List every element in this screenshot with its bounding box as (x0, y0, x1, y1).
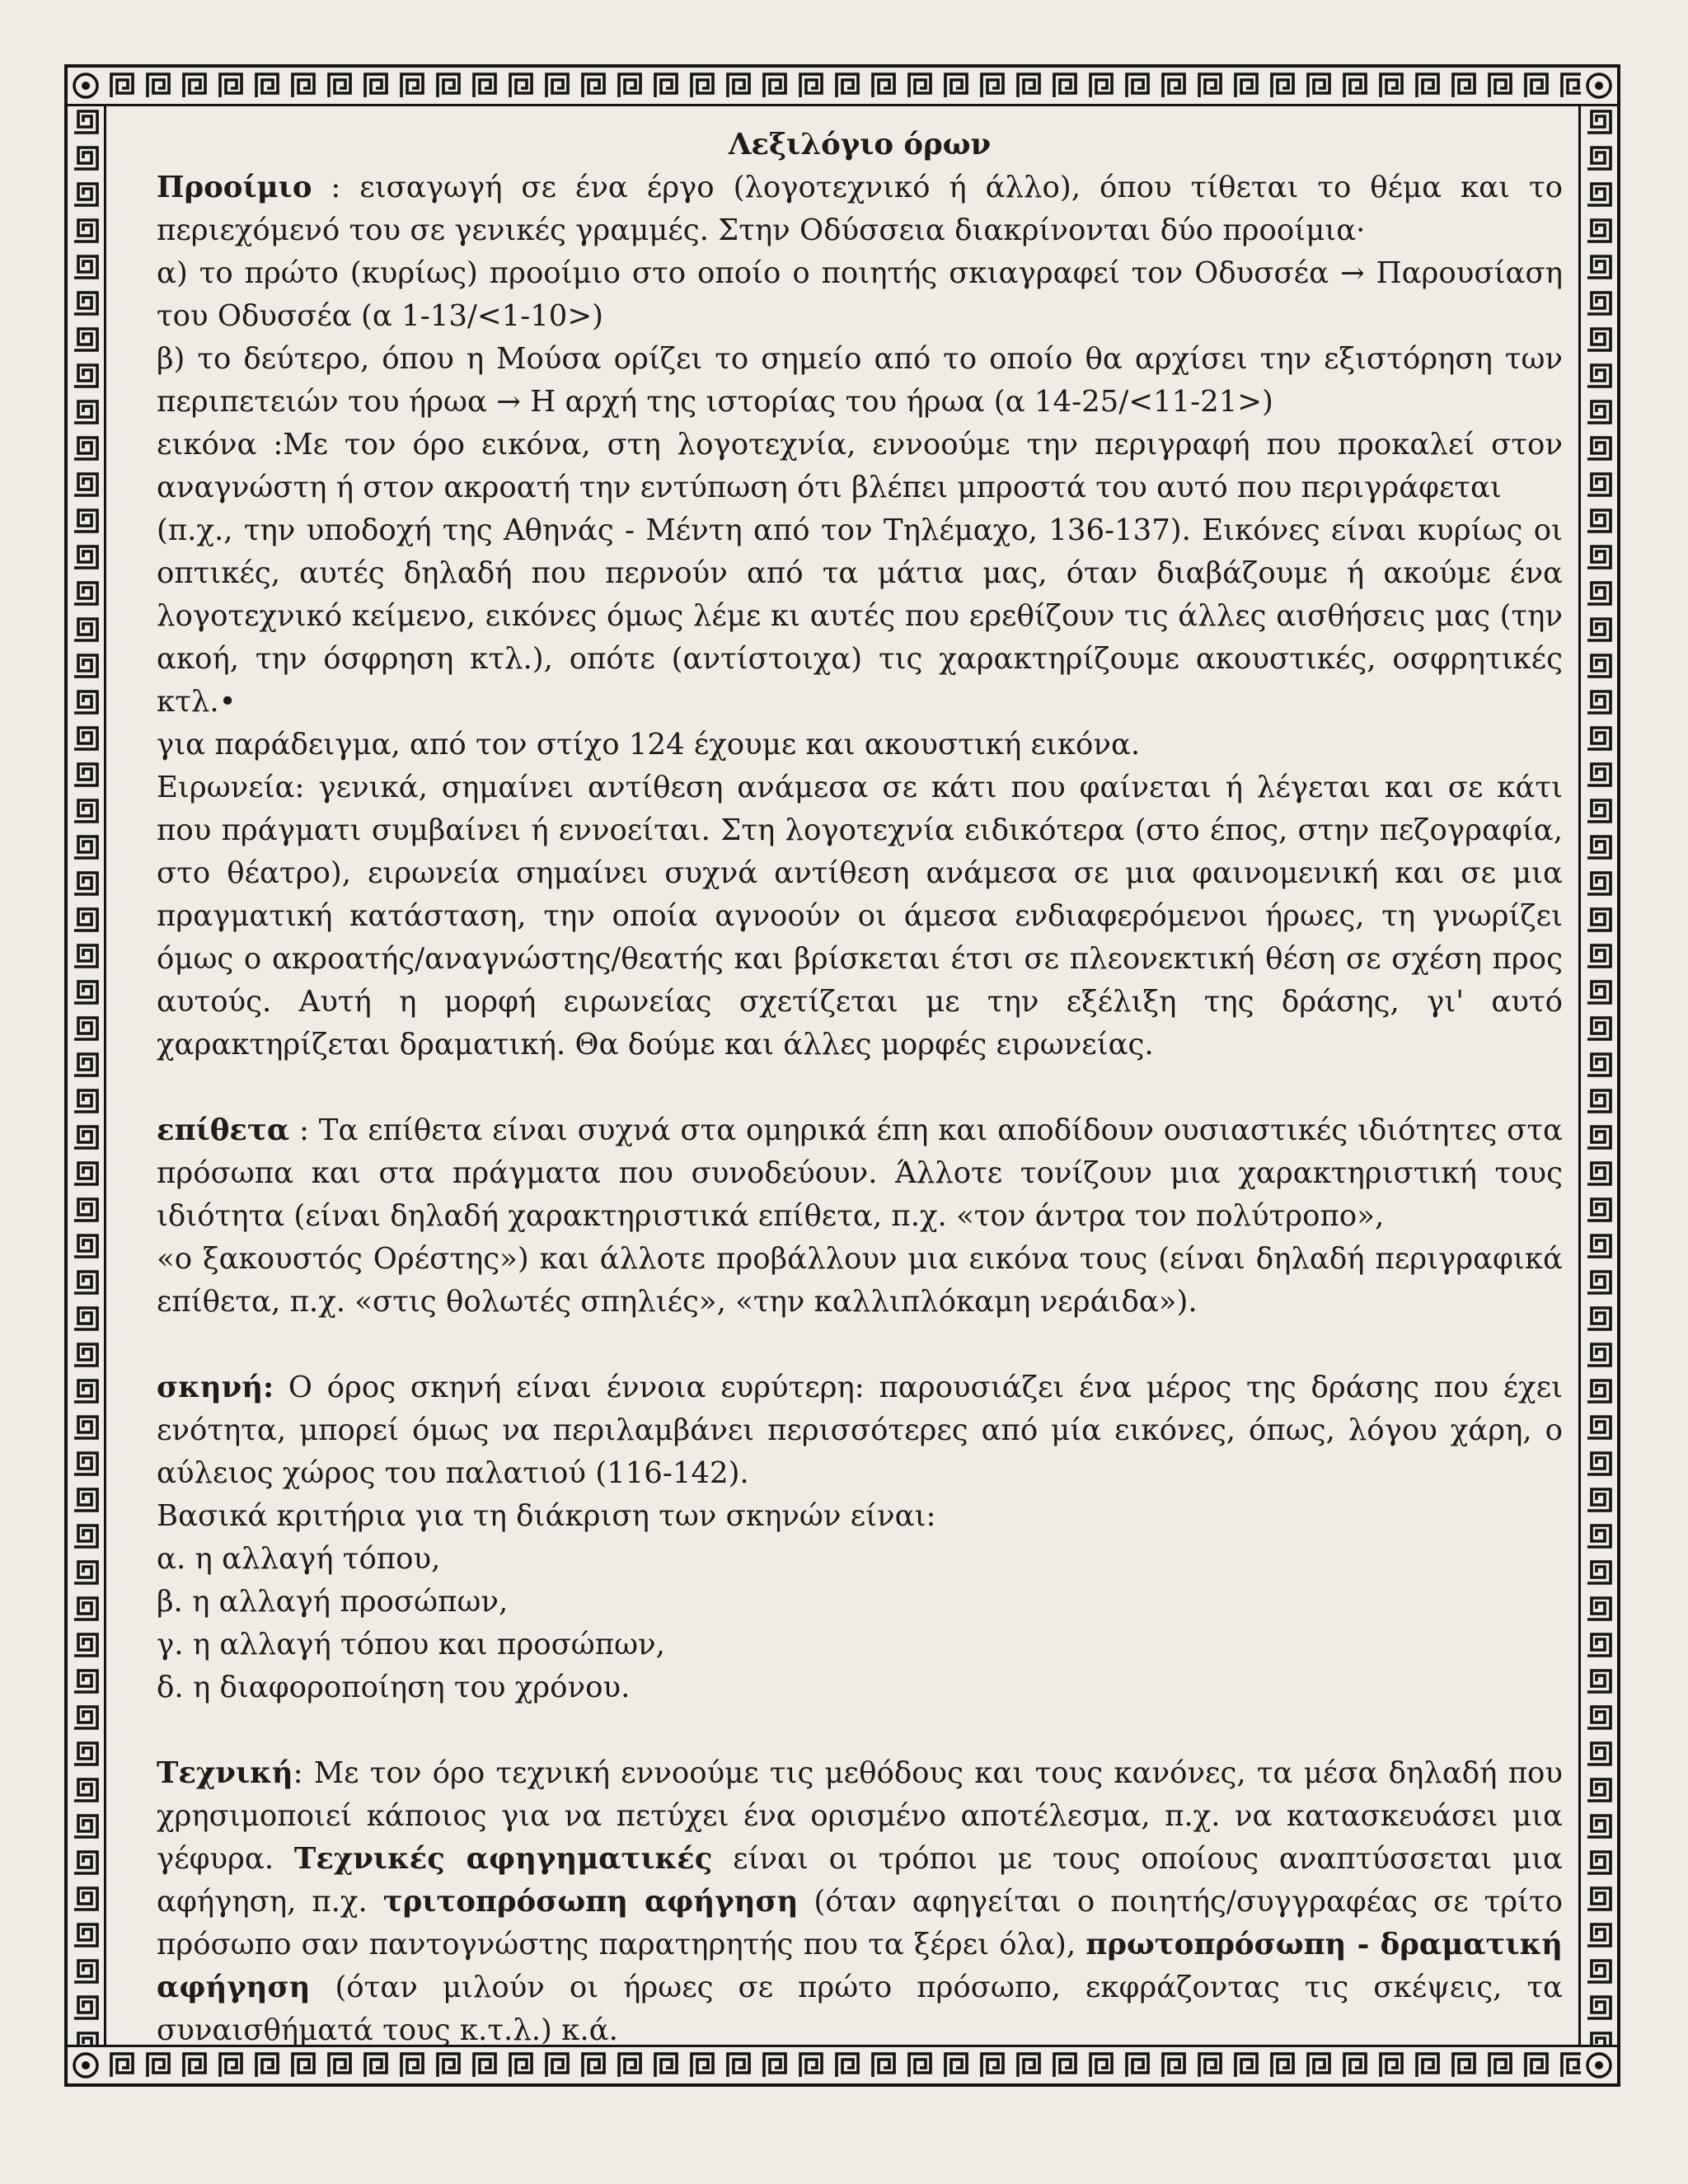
techniki-text: είναι οι τρόποι με τους οποίους αναπτύσσεται μια αφήγηση, π.χ. (157, 1842, 1563, 1919)
corner-rosette-icon (1581, 2047, 1617, 2083)
epitheta-definition: : Τα επίθετα είναι συχνά στα ομηρικά έπη και αποδίδουν ουσιαστικές ιδιότητες στα πρόσωπα και στα πράγματα που συνοδεύουν. Άλλοτε τονίζουν μια χαρακτηριστική τους ιδιότητα (είναι δηλαδή χαρακτηριστικά επίθετα, π.χ. «τον άντρα τον πολύτροπο», (157, 1113, 1563, 1233)
term-tritoprosopi: τριτοπρόσωπη αφήγηση (382, 1885, 799, 1919)
entry-eikona-part3: για παράδειγμα, από τον στίχο 124 έχουμε και ακουστική εικόνα. (157, 728, 1141, 762)
entry-skini (157, 1366, 1563, 1495)
entry-eikona-part2: (π.χ., την υποδοχή της Αθηνάς - Μέντη από τον Τηλέμαχο, 136-137). Εικόνες είναι κυρίως οι οπτικές, αυτές δηλαδή που περνούν από τα μάτια μας, όταν διαβάζουμε ή ακούμε ένα λογοτεχνικό κείμενο, εικόνες όμως λέμε κι αυτές που ερεθίζουν τις άλλες αισθήσεις μας (την ακοή, την όσφρηση κτλ.), οπότε (αντίστοιχα) τις χαρακτηρίζουμε ακουστικές, οσφρητικές κτλ.• (157, 513, 1563, 719)
term-skini: σκηνή: (157, 1371, 274, 1404)
term-technikes-afigimatikes: Τεχνικές αφηγηματικές (293, 1842, 713, 1876)
techniki-text: (όταν μιλούν οι ήρωες σε πρώτο πρόσωπο, εκφράζοντας τις σκέψεις, τα συναισθήματά τους κ.τ.λ.) κ.ά. (157, 1971, 1563, 2047)
skini-definition: Ο όρος σκηνή είναι έννοια ευρύτερη: παρουσιάζει ένα μέρος της δράσης που έχει ενότητα, μπορεί όμως να περιλαμβάνει περισσότερες από μία εικόνες, όπως, λόγου χάρη, ο αύλειος χώρος του παλατιού (116-142). (157, 1371, 1563, 1490)
prooimio-item-b: β) το δεύτερο, όπου η Μούσα ορίζει το σημείο από το οποίο θα αρχίσει την εξιστόρηση των περιπετειών του ήρωα → Η αρχή της ιστορίας του ήρωα (α 14-25/<11-21>) (157, 342, 1563, 419)
entry-eikona-part1: εικόνα :Με τον όρο εικόνα, στη λογοτεχνία, εννοούμε την περιγραφή που προκαλεί στον αναγνώστη ή στον ακροατή την εντύπωση ότι βλέπει μπροστά του αυτό που περιγράφεται (157, 428, 1563, 504)
glossary-content (157, 124, 1563, 2052)
list-item: β. η αλλαγή προσώπων, (157, 1585, 509, 1619)
techniki-text: : Με τον όρο τεχνική εννοούμε τις μεθόδους και τους κανόνες, τα μέσα δηλαδή που χρησιμοποιεί κάποιος για να πετύχει ένα ορισμένο αποτέλεσμα, π.χ. να κατασκευάσει μια γέφυρα. (157, 1756, 1563, 1876)
corner-rosette-icon (1581, 68, 1617, 104)
list-item: δ. η διαφοροποίηση του χρόνου. (157, 1671, 631, 1704)
skini-criteria-intro: Βασικά κριτήρια για τη διάκριση των σκηνών είναι: (157, 1499, 936, 1533)
entry-prooimio (157, 166, 1563, 252)
list-item: α. η αλλαγή τόπου, (157, 1542, 441, 1576)
techniki-text: (όταν αφηγείται ο ποιητής/συγγραφέας σε τρίτο πρόσωπο σαν παντογνώστης παρατηρητής που τα ξέρει όλα), (157, 1885, 1563, 1961)
entry-epitheta-part1 (157, 1109, 1563, 1238)
term-techniki: Τεχνική (157, 1756, 293, 1790)
border-left-band (68, 104, 106, 2047)
entry-eironeia: Ειρωνεία: γενικά, σημαίνει αντίθεση ανάμεσα σε κάτι που φαίνεται ή λέγεται και σε κάτι που πράγματι συμβαίνει ή εννοείται. Στη λογοτεχνία ειδικότερα (στο έπος, στην πεζογραφία, στο θέατρο), ειρωνεία σημαίνει συχνά αντίθεση ανάμεσα σε μια φαινομενική και σε μια πραγματική κατάσταση, την οποία αγνοούν οι άμεσα ενδιαφερόμενοι ήρωες, τη γνωρίζει όμως ο ακροατής/αναγνώστης/θεατής και βρίσκεται έτσι σε πλεονεκτική θέση σε σχέση προς αυτούς. Αυτή η μορφή ειρωνείας σχετίζεται με την εξέλιξη της δράσης, γι' αυτό χαρακτηρίζεται δραματική. Θα δούμε και άλλες μορφές ειρωνείας. (157, 771, 1563, 1062)
entry-epitheta-part2: «ο ξακουστός Ορέστης») και άλλοτε προβάλλουν μια εικόνα τους (είναι δηλαδή περιγραφικά επίθετα, π.χ. «στις θολωτές σπηλιές», «την καλλιπλόκαμη νεράιδα»). (157, 1242, 1563, 1319)
paragraph-gap (157, 1324, 1563, 1366)
term-epitheta: επίθετα (157, 1113, 290, 1147)
prooimio-definition: : εισαγωγή σε ένα έργο (λογοτεχνικό ή άλλο), όπου τίθεται το θέμα και το περιεχόμενό του σε γενικές γραμμές. Στην Οδύσσεια διακρίνονται δύο προοίμια· (157, 171, 1563, 247)
term-protoprosopi: πρωτοπρόσωπη - δραματική αφήγηση (157, 1928, 1563, 2004)
page-title: Λεξιλόγιο όρων (728, 128, 992, 162)
border-right-band (1578, 104, 1617, 2047)
list-item: γ. η αλλαγή τόπου και προσώπων, (157, 1628, 665, 1661)
paragraph-gap (157, 1066, 1563, 1109)
corner-rosette-icon (68, 68, 104, 104)
term-prooimio: Προοίμιο (157, 171, 312, 204)
prooimio-item-a: α) το πρώτο (κυρίως) προοίμιο στο οποίο ο ποιητής σκιαγραφεί τον Οδυσσέα → Παρουσίαση του Οδυσσέα (α 1-13/<1-10>) (157, 256, 1563, 333)
corner-rosette-icon (68, 2047, 104, 2083)
paragraph-gap (157, 1709, 1563, 1752)
entry-techniki (157, 1752, 1563, 2052)
border-top-band (68, 68, 1617, 106)
